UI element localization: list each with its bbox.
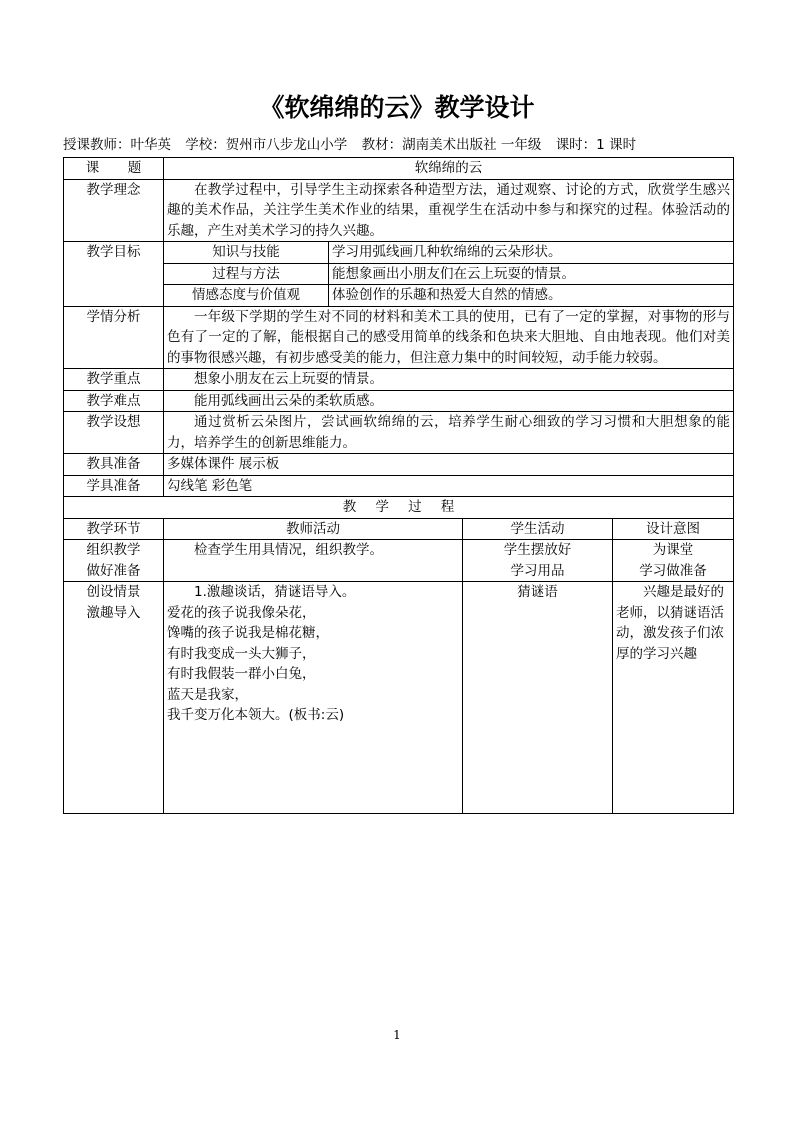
process-teacher-activity-1: 检查学生用具情况，组织教学。: [164, 540, 463, 582]
meta-periods: 课时：1 课时: [555, 137, 637, 153]
row-label-topic: 课 题: [64, 158, 164, 180]
row-label-analysis: 学情分析: [64, 306, 164, 369]
table-row-conception: [64, 412, 734, 454]
process-student-activity-1: [463, 540, 613, 582]
table-row-objective-knowledge: [64, 242, 734, 264]
table-row-teaching-aids: [64, 454, 734, 476]
table-row-objective-process: [64, 263, 734, 285]
process-student-activity-1-line2: 学习用品: [510, 562, 565, 579]
col-header-stage: 教学环节: [64, 518, 164, 540]
riddle-line-4: 有时我假装一群小白兔，: [167, 666, 316, 682]
process-student-activity-2: 猜谜语: [463, 582, 613, 814]
row-label-conception: 教学设想: [64, 412, 164, 454]
process-student-activity-1-line1: 学生摆放好: [503, 542, 572, 558]
table-row-analysis: [64, 306, 734, 369]
row-label-learning-aids: 学具准备: [64, 475, 164, 497]
row-label-difficulty: 教学难点: [64, 390, 164, 412]
page-title: 《软绵绵的云》教学设计: [259, 93, 535, 122]
table-row-objective-attitude: [64, 285, 734, 307]
page-number: 1: [393, 1028, 401, 1042]
document-meta-line: [63, 136, 735, 154]
col-header-design-intent: 设计意图: [613, 518, 734, 540]
row-label-key-point: 教学重点: [64, 369, 164, 391]
process-design-intent-2: 兴趣是最好的老师，以猜谜语活动，激发孩子们浓厚的学习兴趣: [613, 582, 734, 814]
row-value-topic: 软绵绵的云: [164, 158, 734, 180]
objective-value-attitude: 体验创作的乐趣和热爱大自然的情感。: [329, 285, 734, 307]
col-header-teacher-activity: 教师活动: [164, 518, 463, 540]
meta-school: 学校：贺州市八步龙山小学: [185, 137, 348, 153]
process-stage-2-line1: 创设情景: [86, 584, 141, 600]
process-design-intent-1: [613, 540, 734, 582]
row-label-teaching-aids: 教具准备: [64, 454, 164, 476]
riddle-line-1: 爱花的孩子说我像朵花，: [167, 604, 316, 621]
table-row-philosophy: [64, 179, 734, 242]
table-row-difficulty: [64, 390, 734, 412]
process-design-intent-1-line2: 学习做准备: [639, 562, 707, 579]
process-design-intent-1-line1: 为课堂: [652, 542, 694, 558]
riddle-line-6: 我千变万化本领大。(板书:云): [167, 707, 345, 723]
table-row-process-1: [64, 540, 734, 582]
table-row-process-2: [64, 582, 734, 814]
riddle-line-2: 馋嘴的孩子说我是棉花糖，: [167, 625, 329, 641]
lesson-plan-table: [63, 157, 734, 814]
process-stage-2: [64, 582, 164, 814]
row-value-analysis: 一年级下学期的学生对不同的材料和美术工具的使用，已有了一定的掌握，对事物的形与色有了一定的了解，能根据自己的感受用简单的线条和色块来大胆地、自由地表现。他们对美的事物很感兴趣，有初步感受美的能力，但注意力集中的时间较短，动手能力较弱。: [164, 306, 734, 369]
process-stage-1: [64, 540, 164, 582]
row-label-philosophy: 教学理念: [64, 179, 164, 242]
table-row-process-header: [64, 497, 734, 519]
table-row-key-point: [64, 369, 734, 391]
objective-value-process: 能想象画出小朋友们在云上玩耍的情景。: [329, 263, 734, 285]
process-teacher-activity-2: [164, 582, 463, 814]
meta-textbook: 教材：湖南美术出版社 一年级: [361, 137, 542, 153]
objective-name-attitude: 情感态度与价值观: [164, 285, 329, 307]
row-value-key-point: 想象小朋友在云上玩耍的情景。: [164, 369, 734, 391]
riddle-line-3: 有时我变成一头大狮子，: [167, 645, 316, 662]
objective-value-knowledge: 学习用弧线画几种软绵绵的云朵形状。: [329, 242, 734, 264]
table-row-topic: [64, 158, 734, 180]
process-stage-1-line2: 做好准备: [86, 562, 141, 579]
row-value-learning-aids: 勾线笔 彩色笔: [164, 475, 734, 497]
objective-name-knowledge: 知识与技能: [164, 242, 329, 264]
row-value-difficulty: 能用弧线画出云朵的柔软质感。: [164, 390, 734, 412]
row-value-teaching-aids: 多媒体课件 展示板: [164, 454, 734, 476]
row-value-philosophy: 在教学过程中，引导学生主动探索各种造型方法，通过观察、讨论的方式，欣赏学生感兴趣的美术作品，关注学生美术作业的结果，重视学生在活动中参与和探究的过程。体验活动的乐趣，产生对美术学习的持久兴趣。: [164, 179, 734, 242]
objective-name-process: 过程与方法: [164, 263, 329, 285]
row-value-conception: 通过赏析云朵图片，尝试画软绵绵的云，培养学生耐心细致的学习习惯和大胆想象的能力，培养学生的创新思维能力。: [164, 412, 734, 454]
process-stage-1-line1: 组织教学: [86, 542, 141, 558]
table-row-process-columns: [64, 518, 734, 540]
meta-teacher: 授课教师：叶华英: [63, 137, 171, 153]
table-row-learning-aids: [64, 475, 734, 497]
process-teacher-heading-2: 1.激趣谈话，猜谜语导入。: [194, 584, 356, 600]
col-header-student-activity: 学生活动: [463, 518, 613, 540]
process-stage-2-line2: 激趣导入: [86, 604, 141, 621]
process-section-header: 教 学 过 程: [64, 497, 734, 519]
row-label-objectives: 教学目标: [64, 242, 164, 307]
riddle-line-5: 蓝天是我家，: [167, 686, 248, 703]
